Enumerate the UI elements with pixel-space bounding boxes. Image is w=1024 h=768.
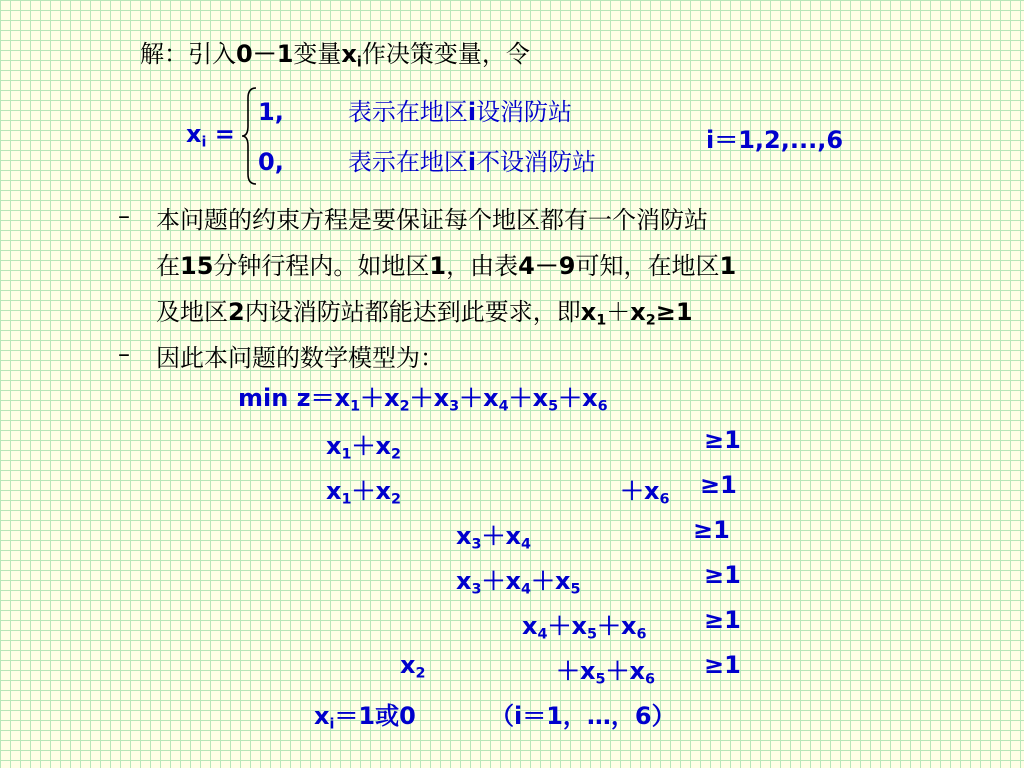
- intro-prefix: 解：引入: [140, 40, 236, 68]
- intro-binary-label: 0－1: [236, 40, 294, 68]
- left-brace-icon: [240, 86, 258, 186]
- b1l3-a: 及地区: [156, 298, 228, 326]
- c2-s2: 2: [390, 491, 401, 508]
- constraint-2-rhs: ≥1: [700, 471, 737, 499]
- case-1-text: [348, 92, 572, 127]
- b1l2-h: 1: [719, 252, 737, 280]
- c1-p1: ＋: [351, 432, 376, 460]
- b1l3-c: 内设消防站都能达到此要求，即: [244, 298, 581, 326]
- definition-case-2: [258, 142, 596, 177]
- definition-lhs-sub: i: [201, 134, 207, 151]
- constraint-4-lhs: [456, 561, 581, 596]
- b1l2-g: 可知，在地区: [575, 252, 720, 280]
- c4-s5: 5: [570, 581, 581, 598]
- c5-s5: 5: [586, 626, 597, 643]
- constraint-4-rhs: ≥1: [704, 561, 741, 589]
- case-2-text-a: 表示在地区: [347, 148, 468, 176]
- bin-sub: i: [329, 716, 335, 733]
- c6-x6: x: [629, 657, 645, 685]
- constraint-6-lhs-b: [556, 651, 655, 686]
- obj-x3: x: [433, 384, 450, 412]
- c3-s4: 4: [520, 536, 531, 553]
- b1l3-x1: x: [580, 298, 597, 326]
- bullet-dash-2: –: [118, 340, 130, 368]
- c1-x2: x: [375, 432, 391, 460]
- bin-x: x: [314, 702, 330, 730]
- bullet-1-line-3: [156, 292, 693, 327]
- b1l2-a: 在: [156, 252, 180, 280]
- bin-rest: ＝1或0: [334, 702, 416, 730]
- obj-x4: x: [483, 384, 499, 412]
- constraint-1-rhs: ≥1: [704, 426, 741, 454]
- b1l3-b: 2: [228, 298, 245, 326]
- constraint-5-rhs: ≥1: [704, 606, 741, 634]
- case-1-text-a: 表示在地区: [347, 98, 468, 126]
- c4-x5: x: [555, 567, 571, 595]
- obj-s4: 4: [498, 398, 509, 415]
- c3-s3: 3: [471, 536, 482, 553]
- c5-x4: x: [522, 612, 538, 640]
- intro-mid: 变量: [293, 40, 342, 68]
- case-1-value: 1,: [258, 98, 284, 126]
- definition-lhs: [186, 120, 235, 151]
- obj-x2: x: [384, 384, 400, 412]
- constraint-5-lhs: [522, 606, 647, 641]
- constraint-6-lhs-a: [400, 651, 426, 682]
- b1l2-b: 15: [180, 252, 214, 280]
- c4-s4: 4: [520, 581, 531, 598]
- obj-x5: x: [532, 384, 549, 412]
- c6-s6: 6: [644, 671, 655, 688]
- obj-p4: ＋: [508, 384, 533, 412]
- b1l3-x2: x: [630, 298, 646, 326]
- constraint-3-lhs: [456, 516, 531, 551]
- obj-s6: 6: [597, 398, 608, 415]
- b1l2-f: 4－9: [518, 252, 576, 280]
- c1-s2: 2: [390, 446, 401, 463]
- bullet-1-line-2: [156, 246, 736, 281]
- c6-s2: 2: [415, 665, 426, 682]
- binary-range: （i＝1，…，6）: [490, 702, 676, 730]
- intro-var-sub: i: [356, 54, 362, 71]
- intro-suffix: 作决策变量，令: [361, 40, 530, 68]
- constraint-3-rhs: ≥1: [693, 516, 730, 544]
- c5-s4: 4: [537, 626, 548, 643]
- obj-p5: ＋: [558, 384, 583, 412]
- b1l2-c: 分钟行程内。如地区: [213, 252, 430, 280]
- definition-lhs-var: x: [186, 120, 202, 148]
- bullet-1-line-1: 本问题的约束方程是要保证每个地区都有一个消防站: [156, 206, 708, 234]
- case-1-text-i: i: [467, 98, 477, 126]
- c2-s6: 6: [659, 491, 670, 508]
- obj-p3: ＋: [459, 384, 484, 412]
- c4-x3: x: [456, 567, 472, 595]
- constraint-2-lhs-a: [326, 471, 401, 506]
- obj-x1: x: [334, 384, 351, 412]
- obj-s3: 3: [449, 398, 460, 415]
- c6-x2: x: [400, 651, 416, 679]
- case-2-value: 0,: [258, 148, 284, 176]
- case-1-text-b: 设消防站: [476, 98, 573, 126]
- constraint-1-lhs: [326, 426, 401, 461]
- b1l3-s2: 2: [645, 312, 656, 329]
- bullet-2-line-1: 因此本问题的数学模型为：: [156, 344, 444, 372]
- obj-x6: x: [582, 384, 598, 412]
- index-range: i＝1,2,...,6: [706, 126, 844, 154]
- c2-p1: ＋: [351, 477, 376, 505]
- obj-p1: ＋: [360, 384, 385, 412]
- b1l2-d: 1: [429, 252, 447, 280]
- c3-p1: ＋: [481, 522, 506, 550]
- case-2-text-b: 不设消防站: [476, 148, 597, 176]
- c4-p2: ＋: [531, 567, 555, 595]
- c6-x5: x: [580, 657, 596, 685]
- c5-p2: ＋: [597, 612, 621, 640]
- c3-x4: x: [505, 522, 521, 550]
- b1l3-plus: ＋: [606, 298, 631, 326]
- c2-x6: x: [644, 477, 660, 505]
- constraint-6-rhs: ≥1: [704, 651, 741, 679]
- c4-p1: ＋: [481, 567, 506, 595]
- c2-s1: 1: [341, 491, 352, 508]
- c1-x1: x: [326, 432, 342, 460]
- objective-function: [238, 378, 608, 413]
- c5-x6: x: [621, 612, 637, 640]
- c4-s3: 3: [471, 581, 482, 598]
- c5-p1: ＋: [547, 612, 572, 640]
- c2-x2: x: [375, 477, 391, 505]
- obj-p2: ＋: [409, 384, 434, 412]
- b1l2-e: ，由表: [446, 252, 519, 280]
- b1l3-s1: 1: [596, 312, 607, 329]
- c6-s5: 5: [595, 671, 606, 688]
- case-2-text-i: i: [467, 148, 477, 176]
- c2-p2: ＋: [620, 477, 644, 505]
- objective-lead: min z＝: [238, 384, 335, 412]
- obj-s5: 5: [548, 398, 559, 415]
- definition-lhs-eq: =: [206, 120, 235, 148]
- intro-var: x: [341, 40, 357, 68]
- bullet-dash-1: –: [118, 202, 130, 230]
- definition-case-1: [258, 92, 572, 127]
- case-2-text: [348, 142, 596, 177]
- b1l3-ge: ≥1: [655, 298, 693, 326]
- c6-p1: ＋: [556, 657, 580, 685]
- binary-constraint: [314, 696, 416, 731]
- c4-x4: x: [505, 567, 521, 595]
- intro-line: [140, 34, 530, 69]
- c3-x3: x: [456, 522, 472, 550]
- c5-x5: x: [571, 612, 587, 640]
- constraint-2-lhs-b: [620, 471, 670, 506]
- c2-x1: x: [326, 477, 342, 505]
- c6-p2: ＋: [605, 657, 630, 685]
- c5-s6: 6: [636, 626, 647, 643]
- c1-s1: 1: [341, 446, 352, 463]
- obj-s2: 2: [399, 398, 410, 415]
- obj-s1: 1: [350, 398, 361, 415]
